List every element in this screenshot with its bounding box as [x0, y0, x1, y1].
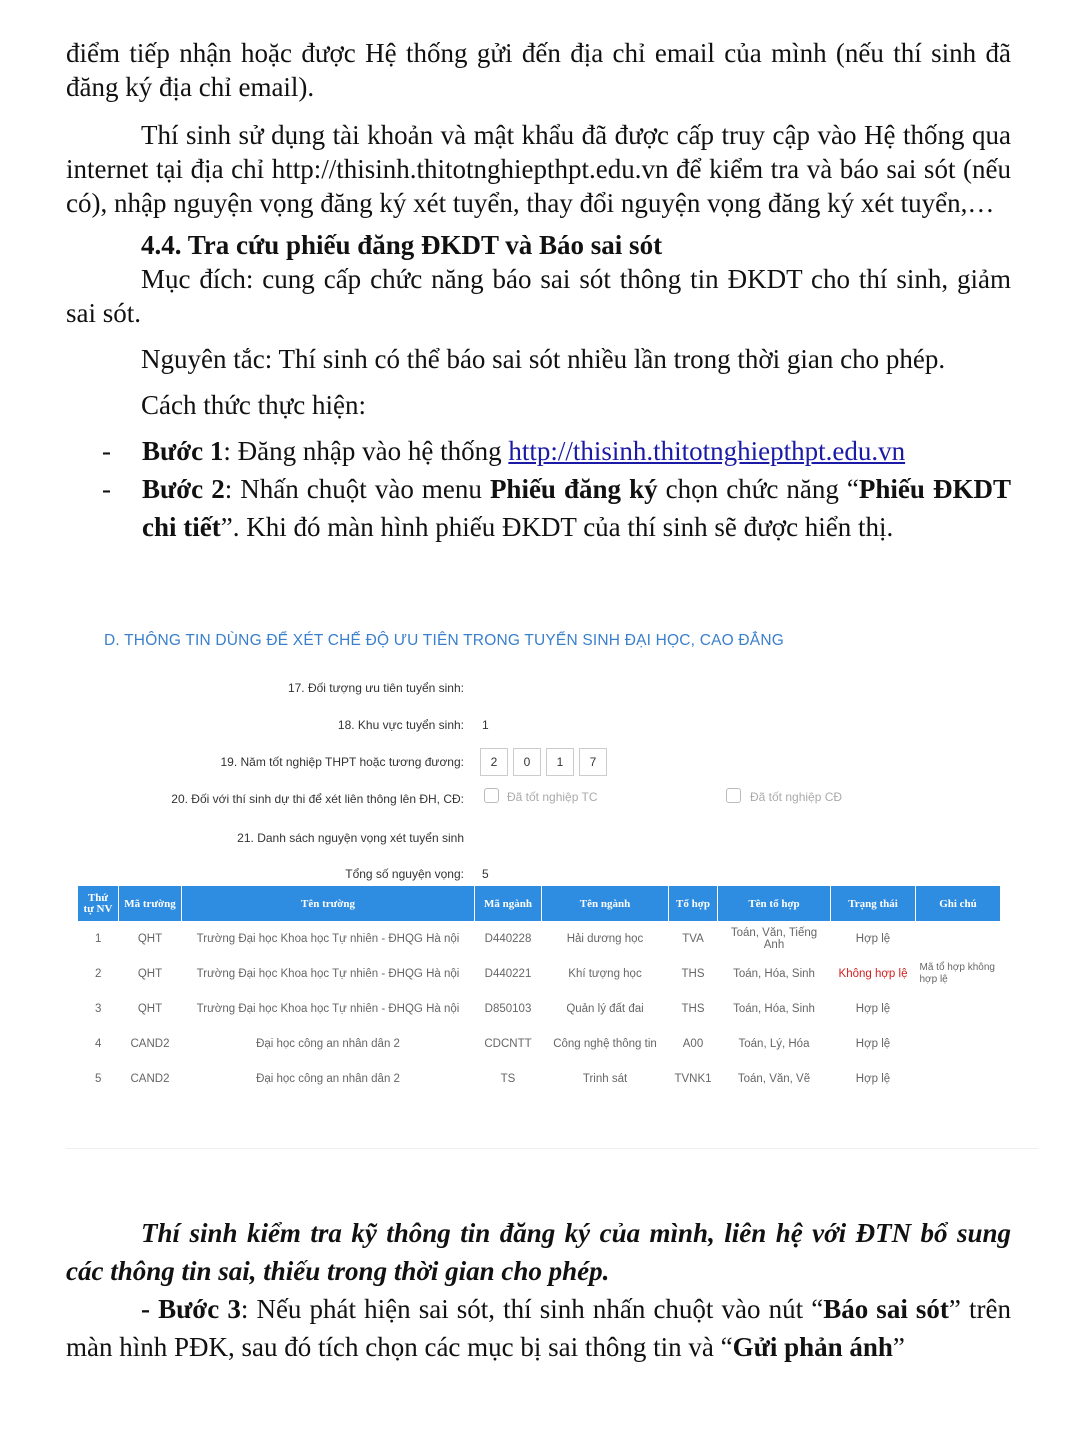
step-2	[66, 470, 1011, 546]
cell: QHT	[137, 967, 163, 980]
cell: Trường Đại học Khoa học Tự nhiên - ĐHQG Hà nội	[196, 1002, 460, 1015]
system-link[interactable]: http://thisinh.thitotnghiepthpt.edu.vn	[508, 436, 906, 466]
table-header-row	[78, 886, 1000, 921]
status-cell: Hợp lệ	[855, 932, 891, 945]
checkbox-label: Đã tốt nghiệp TC	[507, 790, 598, 804]
table-row	[78, 1061, 1000, 1096]
year-digit[interactable]: 7	[579, 748, 607, 776]
registration-form-screenshot	[66, 622, 1038, 1092]
cell: THS	[681, 1002, 705, 1015]
table-row	[78, 1026, 1000, 1061]
field-19	[66, 750, 1038, 776]
document-tail	[66, 1214, 1011, 1366]
field-total	[66, 862, 1038, 888]
field-value: 5	[482, 867, 489, 881]
section-heading: 4.4. Tra cứu phiếu đăng ĐKDT và Báo sai sót	[141, 230, 663, 260]
cell: CAND2	[130, 1072, 170, 1085]
note-cell: Mã tổ hợp không hợp lệ	[919, 961, 995, 985]
preference-table	[78, 886, 1000, 1096]
paragraph-note	[66, 1214, 1011, 1290]
field-label: 17. Đối tượng ưu tiên tuyển sinh:	[287, 681, 464, 695]
menu-name: Phiếu đăng ký	[489, 474, 658, 504]
cell: CAND2	[130, 1037, 170, 1050]
paragraph-purpose: Mục đích: cung cấp chức năng báo sai sót thông tin ĐKDT cho thí sinh, giảm sai sót.	[66, 264, 1011, 328]
cell: Hải dương học	[566, 932, 644, 945]
field-label: 20. Đối với thí sinh dự thi để xét liên thông lên ĐH, CĐ:	[171, 792, 464, 806]
table-row	[78, 921, 1000, 956]
step-label: - Bước 3	[141, 1294, 241, 1324]
paragraph-access: Thí sinh sử dụng tài khoản và mật khẩu đã được cấp truy cập vào Hệ thống qua internet tại địa chỉ http://thisinh.thitotnghiepthpt.edu.vn để kiểm tra và báo sai sót (nếu có), nhập nguyện vọng đăng ký xét tuyển, thay đổi nguyện vọng đăng ký xét tuyển,…	[66, 120, 1011, 218]
year-digit[interactable]: 2	[480, 748, 508, 776]
note-text: Thí sinh kiểm tra kỹ thông tin đăng ký của mình, liên hệ với ĐTN bổ sung các thông tin sai, thiếu trong thời gian cho phép.	[66, 1218, 1011, 1286]
field-label: 18. Khu vực tuyển sinh:	[337, 718, 464, 732]
note-cell	[916, 1026, 1001, 1061]
step-text: : Nhấn chuột vào menu	[224, 474, 490, 504]
button-name: Gửi phản ánh	[732, 1332, 893, 1362]
column-header: Trạng thái	[831, 886, 916, 921]
note-cell	[916, 1061, 1001, 1096]
cell: Đại học công an nhân dân 2	[256, 1072, 400, 1085]
step-text: ”	[892, 1332, 905, 1362]
cell: Trường Đại học Khoa học Tự nhiên - ĐHQG Hà nội	[196, 967, 460, 980]
cell: THS	[681, 967, 705, 980]
step-text: ”. Khi đó màn hình phiếu ĐKDT của thí sinh sẽ được hiển thị.	[220, 512, 894, 542]
table-row	[78, 956, 1000, 991]
status-cell: Hợp lệ	[855, 1072, 891, 1085]
cell: D440228	[484, 932, 532, 945]
cell: D850103	[484, 1002, 532, 1015]
field-21	[66, 826, 1038, 852]
cell: Khí tượng học	[568, 967, 642, 980]
cell: Toán, Văn, Tiếng Anh	[730, 926, 818, 951]
step-text: : Nếu phát hiện sai sót, thí sinh nhấn chuột vào nút “	[240, 1294, 824, 1324]
cell: Đại học công an nhân dân 2	[256, 1037, 400, 1050]
step-label: Bước 2	[142, 474, 225, 504]
paragraph-method: Cách thức thực hiện:	[141, 390, 366, 420]
divider	[66, 1148, 1038, 1149]
field-20	[66, 787, 1038, 813]
field-label: Tổng số nguyện vọng:	[345, 867, 464, 881]
cell: Công nghệ thông tin	[553, 1037, 657, 1050]
year-digit[interactable]: 0	[513, 748, 541, 776]
section-d-title: D. THÔNG TIN DÙNG ĐỂ XÉT CHẾ ĐỘ ƯU TIÊN TRONG TUYỂN SINH ĐẠI HỌC, CAO ĐẲNG	[104, 632, 784, 649]
cell: 5	[95, 1072, 102, 1085]
cell: CDCNTT	[484, 1037, 532, 1050]
step-dash: -	[102, 474, 111, 504]
step-label: Bước 1	[142, 436, 224, 466]
document-body	[66, 36, 1011, 546]
step-text: : Đăng nhập vào hệ thống	[223, 436, 509, 466]
step-text: chọn chức năng “	[657, 474, 859, 504]
cell: TS	[500, 1072, 516, 1085]
step-1	[66, 432, 1011, 470]
field-label: 19. Năm tốt nghiệp THPT hoặc tương đương:	[220, 755, 464, 769]
step-dash: -	[102, 436, 111, 466]
checkbox-label: Đã tốt nghiệp CĐ	[750, 790, 843, 804]
cell: 1	[95, 932, 102, 945]
cell: QHT	[137, 1002, 163, 1015]
column-header: Mã trường	[119, 886, 182, 921]
note-cell	[916, 921, 1001, 956]
cell: QHT	[137, 932, 163, 945]
paragraph-email: điểm tiếp nhận hoặc được Hệ thống gửi đến địa chỉ email của mình (nếu thí sinh đã đăng ký địa chỉ email).	[66, 38, 1011, 102]
cell: D440221	[484, 967, 532, 980]
cell: 2	[95, 967, 102, 980]
checkbox-cd[interactable]	[726, 788, 741, 803]
cell: Toán, Hóa, Sinh	[733, 1002, 815, 1015]
cell: 3	[95, 1002, 102, 1015]
status-cell: Hợp lệ	[855, 1002, 891, 1015]
year-digit[interactable]: 1	[546, 748, 574, 776]
step-3	[66, 1290, 1011, 1366]
cell: TVA	[682, 932, 704, 945]
cell: Quản lý đất đai	[566, 1002, 644, 1015]
column-header: Tên tổ hợp	[718, 886, 831, 921]
field-17	[66, 676, 1038, 702]
step-text: ” trên màn hình PĐK, sau đó tích chọn các mục bị sai thông tin và “	[66, 1294, 1011, 1362]
paragraph-principle: Nguyên tắc: Thí sinh có thể báo sai sót nhiều lần trong thời gian cho phép.	[141, 344, 946, 374]
function-name: Phiếu ĐKDT chi tiết	[142, 474, 1011, 542]
column-header: Mã ngành	[475, 886, 542, 921]
column-header: Tổ hợp	[669, 886, 718, 921]
column-header: Thứ tự NV	[78, 886, 119, 921]
cell: Toán, Lý, Hóa	[738, 1037, 810, 1050]
column-header: Tên ngành	[542, 886, 669, 921]
field-label: 21. Danh sách nguyện vọng xét tuyển sinh	[237, 831, 464, 845]
column-header: Tên trường	[182, 886, 475, 921]
field-18	[66, 713, 1038, 739]
status-cell: Không hợp lệ	[838, 967, 908, 980]
button-name: Báo sai sót	[823, 1294, 949, 1324]
cell: 4	[95, 1037, 102, 1050]
column-header: Ghi chú	[916, 886, 1001, 921]
table-row	[78, 991, 1000, 1026]
status-cell: Hợp lệ	[855, 1037, 891, 1050]
checkbox-tc[interactable]	[484, 788, 499, 803]
cell: Toán, Hóa, Sinh	[733, 967, 815, 980]
cell: Trường Đại học Khoa học Tự nhiên - ĐHQG Hà nội	[196, 932, 460, 945]
cell: TVNK1	[674, 1072, 712, 1085]
note-cell	[916, 991, 1001, 1026]
cell: A00	[682, 1037, 704, 1050]
field-value: 1	[482, 718, 489, 732]
cell: Toán, Văn, Vẽ	[737, 1072, 811, 1085]
cell: Trinh sát	[582, 1072, 628, 1085]
